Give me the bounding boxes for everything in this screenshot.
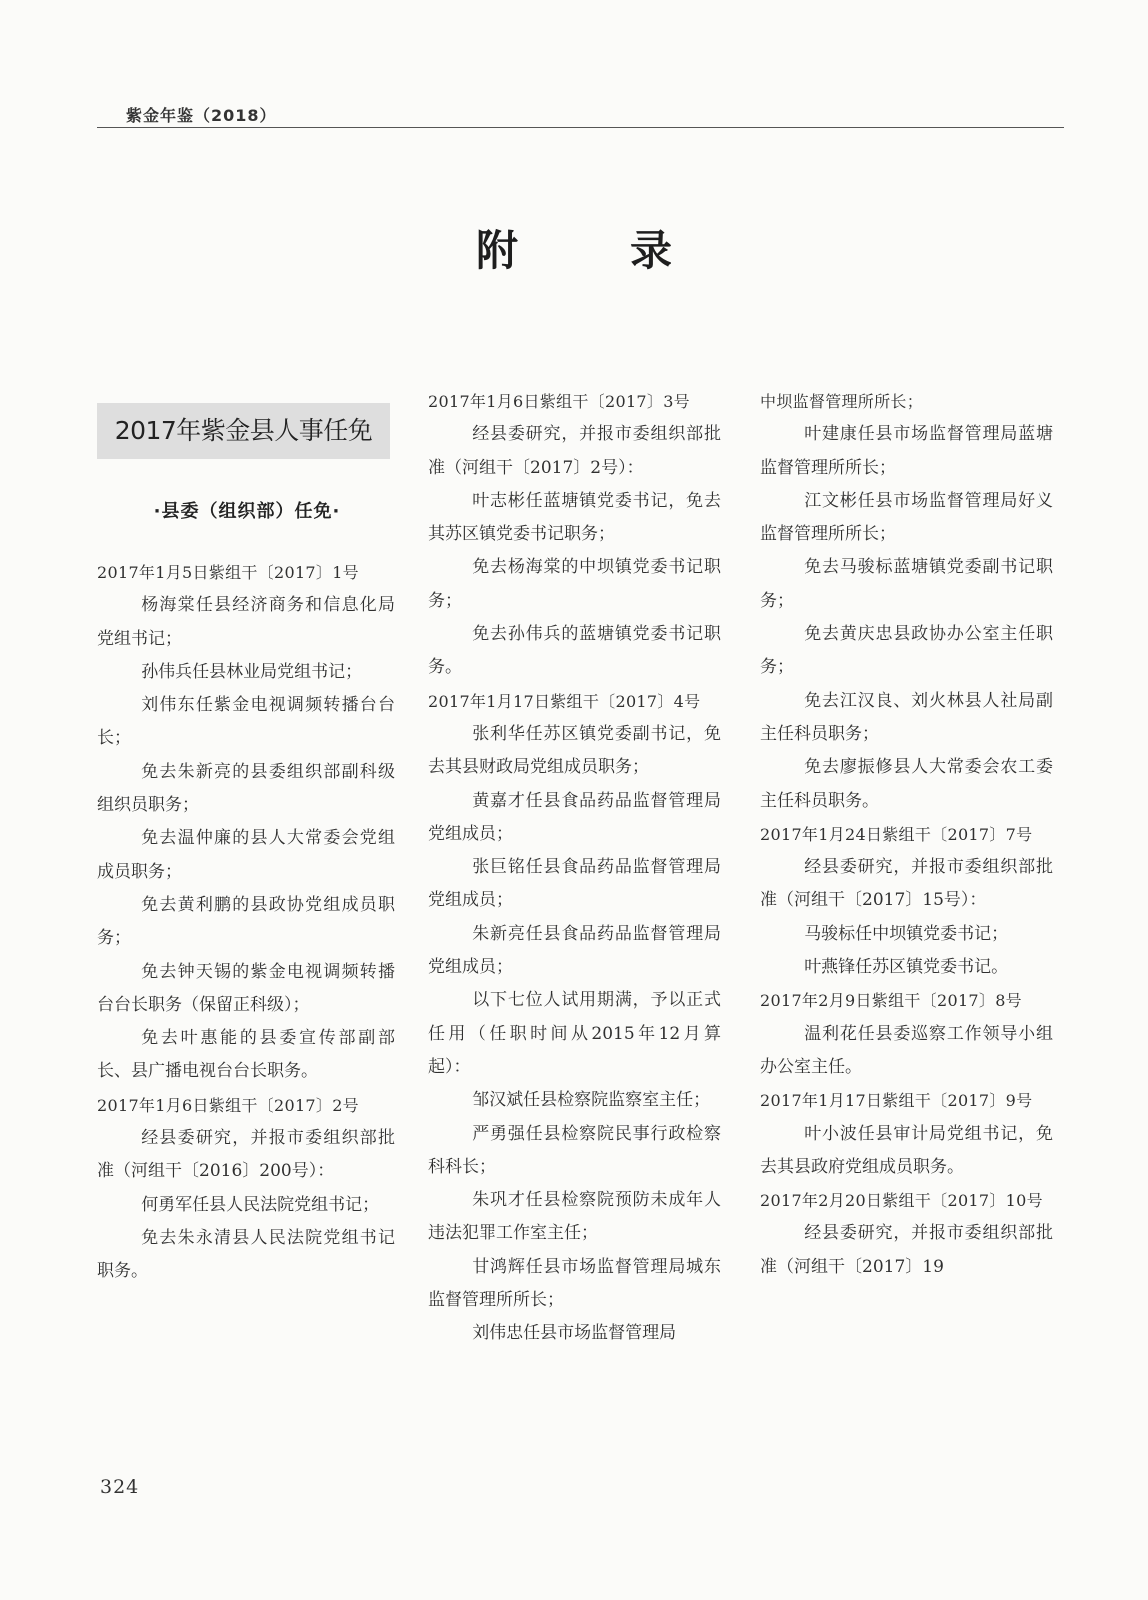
text-column-3: [760, 385, 1053, 1284]
appointment-entry: 免去朱新亮的县委组织部副科级组织员职务；: [97, 761, 395, 816]
appointment-entry: 免去马骏标蓝塘镇党委副书记职务；: [760, 557, 1053, 611]
document-number-line: 中坝监督管理所所长；: [760, 392, 924, 411]
subsection-heading: ·县委（组织部）任免·: [153, 501, 341, 522]
text-column-2: [428, 385, 721, 1351]
appointment-entry: 免去孙伟兵的蓝塘镇党委书记职务。: [428, 624, 721, 678]
appointment-entry: 经县委研究，并报市委组织部批准（河组干〔2017〕15号）：: [760, 857, 1053, 911]
document-number-line: 2017年1月24日紫组干〔2017〕7号: [760, 824, 1033, 844]
appointment-entry: 叶建康任县市场监督管理局蓝塘监督管理所所长；: [760, 424, 1053, 478]
appointment-entry: 刘伟东任紫金电视调频转播台台长；: [97, 695, 395, 749]
article-title: 2017年紫金县人事任免: [97, 403, 390, 459]
appointment-entry: 张利华任苏区镇党委副书记，免去其县财政局党组成员职务；: [428, 723, 721, 778]
appointment-entry: 以下七位人试用期满，予以正式任用（任职时间从2015年12月算起）：: [428, 990, 721, 1077]
page-number: 324: [100, 1476, 140, 1498]
appointment-entry: 免去杨海棠的中坝镇党委书记职务；: [428, 557, 721, 611]
document-number-line: 2017年1月6日紫组干〔2017〕3号: [428, 392, 690, 411]
document-number-line: 2017年2月20日紫组干〔2017〕10号: [760, 1191, 1043, 1211]
appointment-entry: 刘伟忠任县市场监督管理局: [472, 1323, 677, 1344]
document-number-line: 2017年1月17日紫组干〔2017〕4号: [428, 691, 701, 711]
appointment-entry: 经县委研究，并报市委组织部批准（河组干〔2017〕2号）：: [428, 424, 721, 478]
text-column-1: [97, 556, 395, 1289]
document-number-line: 2017年1月6日紫组干〔2017〕2号: [97, 1095, 359, 1115]
appointment-entry: 温利花任县委巡察工作领导小组办公室主任。: [760, 1023, 1053, 1077]
appointment-entry: 经县委研究，并报市委组织部批准（河组干〔2017〕19: [760, 1223, 1053, 1277]
document-number-line: 2017年1月5日紫组干〔2017〕1号: [97, 563, 359, 582]
appointment-entry: 叶小波任县审计局党组书记，免去其县政府党组成员职务。: [760, 1123, 1053, 1177]
section-title: [0, 218, 1148, 278]
appointment-entry: 马骏标任中坝镇党委书记；: [804, 923, 1009, 944]
appointment-entry: 江文彬任县市场监督管理局好义监督管理所所长；: [760, 490, 1053, 545]
appointment-entry: 朱新亮任县食品药品监督管理局党组成员；: [428, 923, 721, 978]
appointment-entry: 甘鸿辉任县市场监督管理局城东监督管理所所长；: [428, 1256, 721, 1311]
section-title-char-2: 录: [630, 226, 673, 275]
appointment-entry: 叶燕锋任苏区镇党委书记。: [804, 957, 1009, 978]
appointment-entry: 何勇军任县人民法院党组书记；: [141, 1194, 380, 1215]
header-rule: [97, 127, 1064, 128]
document-number-line: 2017年1月17日紫组干〔2017〕9号: [760, 1091, 1033, 1111]
appointment-entry: 免去黄庆忠县政协办公室主任职务；: [760, 624, 1053, 678]
appointment-entry: 杨海棠任县经济商务和信息化局党组书记；: [97, 595, 395, 649]
appointment-entry: 邹汉斌任县检察院监察室主任；: [472, 1090, 711, 1111]
section-title-char-1: 附: [475, 226, 518, 275]
appointment-entry: 免去黄利鹏的县政协党组成员职务；: [97, 894, 395, 949]
document-number-line: 2017年2月9日紫组干〔2017〕8号: [760, 991, 1022, 1011]
appointment-entry: 经县委研究，并报市委组织部批准（河组干〔2016〕200号）：: [97, 1128, 395, 1182]
appointment-entry: 孙伟兵任县林业局党组书记；: [141, 661, 363, 682]
appointment-entry: 免去朱永清县人民法院党组书记职务。: [97, 1227, 395, 1282]
appointment-entry: 叶志彬任蓝塘镇党委书记，免去其苏区镇党委书记职务；: [428, 490, 721, 545]
appointment-entry: 免去廖振修县人大常委会农工委主任科员职务。: [760, 757, 1053, 811]
appointment-entry: 黄嘉才任县食品药品监督管理局党组成员；: [428, 790, 721, 844]
appointment-entry: 严勇强任县检察院民事行政检察科科长；: [428, 1123, 721, 1177]
appointment-entry: 免去钟天锡的紫金电视调频转播台台长职务（保留正科级）；: [97, 961, 395, 1015]
appointment-entry: 免去叶惠能的县委宣传部副部长、县广播电视台台长职务。: [97, 1028, 395, 1082]
running-head: 紫金年鉴（2018）: [126, 106, 277, 125]
appointment-entry: 免去江汉良、刘火林县人社局副主任科员职务；: [760, 690, 1053, 744]
appointment-entry: 张巨铭任县食品药品监督管理局党组成员；: [428, 857, 721, 911]
appointment-entry: 朱巩才任县检察院预防未成年人违法犯罪工作室主任；: [428, 1190, 721, 1244]
appointment-entry: 免去温仲廉的县人大常委会党组成员职务；: [97, 828, 395, 882]
